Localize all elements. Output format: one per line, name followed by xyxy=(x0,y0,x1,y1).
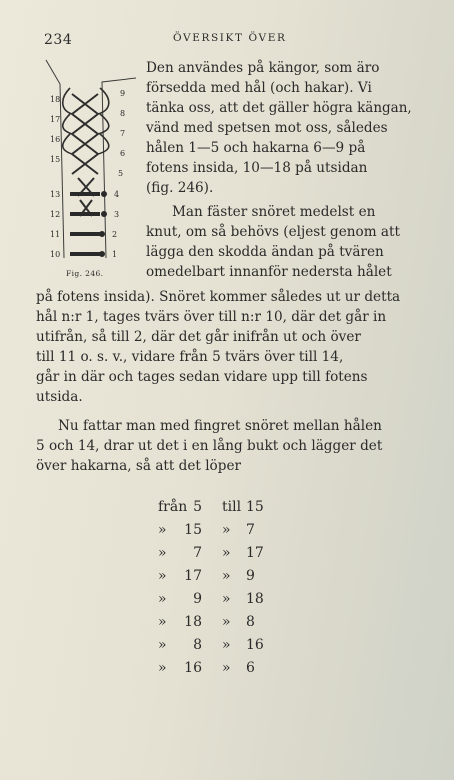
cell-from-hole: 8 xyxy=(193,637,202,653)
cell-till: » xyxy=(222,637,231,653)
text-line: hålen 1—5 och hakarna 6—9 på xyxy=(146,140,366,156)
cell-till: » xyxy=(222,660,231,676)
text-line: Den användes på kängor, som äro xyxy=(146,60,380,76)
fig-label-left-18: 18 xyxy=(50,95,61,104)
fig-label-right-4: 4 xyxy=(114,190,120,199)
text-line: utsida. xyxy=(36,389,83,405)
lacing-figure xyxy=(42,58,138,272)
text-line: till 11 o. s. v., vidare från 5 tvärs över till 14, xyxy=(36,349,344,365)
text-line: tänka oss, att det gäller högra kängan, xyxy=(146,100,412,116)
cell-from: » xyxy=(158,522,167,538)
cell-from: » xyxy=(158,568,167,584)
table-row xyxy=(150,519,310,541)
fig-label-left-16: 16 xyxy=(50,135,61,144)
cell-to-hole: 16 xyxy=(246,637,264,653)
cell-from: från xyxy=(158,499,188,515)
fig-label-left-15: 15 xyxy=(50,155,61,164)
cell-till: till xyxy=(222,499,242,515)
cell-to-hole: 8 xyxy=(246,614,255,630)
cell-from: » xyxy=(158,545,167,561)
cell-from-hole: 17 xyxy=(184,568,202,584)
fig-label-right-8: 8 xyxy=(120,109,126,118)
text-line: försedda med hål (och hakar). Vi xyxy=(146,80,372,96)
fig-label-right-2: 2 xyxy=(112,230,118,239)
cell-from-hole: 9 xyxy=(193,591,202,607)
table-row xyxy=(150,634,310,656)
cell-from-hole: 5 xyxy=(193,499,202,515)
cell-till: » xyxy=(222,614,231,630)
cell-to-hole: 9 xyxy=(246,568,255,584)
boot-outline-right xyxy=(102,78,136,258)
cell-till: » xyxy=(222,591,231,607)
cell-to-hole: 7 xyxy=(246,522,255,538)
table-row xyxy=(150,588,310,610)
lace-crossing xyxy=(72,94,98,216)
table-row xyxy=(150,496,310,518)
page-number: 234 xyxy=(44,32,73,48)
text-line: lägga den skodda ändan på tvären xyxy=(146,244,384,260)
text-line: över hakarna, så att det löper xyxy=(36,458,241,474)
running-head: ÖVERSIKT ÖVER xyxy=(173,32,287,44)
fig-label-right-5: 5 xyxy=(118,169,124,178)
text-line: (fig. 246). xyxy=(146,180,214,196)
fig-label-left-17: 17 xyxy=(50,115,61,124)
cell-from-hole: 15 xyxy=(184,522,202,538)
fig-label-right-3: 3 xyxy=(114,210,120,219)
cell-to-hole: 18 xyxy=(246,591,264,607)
text-line: utifrån, så till 2, där det går inifrån ut och över xyxy=(36,329,361,345)
fig-label-left-12: 12 xyxy=(50,210,61,219)
cell-till: » xyxy=(222,545,231,561)
fig-label-right-9: 9 xyxy=(120,89,126,98)
text-line: på fotens insida). Snöret kommer således ut ur detta xyxy=(36,289,401,305)
figure-caption: Fig. 246. xyxy=(66,269,104,278)
text-line: Man fäster snöret medelst en xyxy=(172,204,376,220)
fig-label-right-6: 6 xyxy=(120,149,126,158)
cell-from: » xyxy=(158,614,167,630)
fig-label-left-13: 13 xyxy=(50,190,61,199)
cell-from-hole: 7 xyxy=(193,545,202,561)
cell-from: » xyxy=(158,591,167,607)
text-line: knut, om så behövs (eljest genom att xyxy=(146,224,400,240)
cell-to-hole: 15 xyxy=(246,499,264,515)
fig-label-left-11: 11 xyxy=(50,230,61,239)
eyelet-bars xyxy=(70,191,107,257)
cell-to-hole: 6 xyxy=(246,660,255,676)
table-row xyxy=(150,657,310,679)
fig-label-left-10: 10 xyxy=(50,250,61,259)
cell-from-hole: 18 xyxy=(184,614,202,630)
text-line: vänd med spetsen mot oss, således xyxy=(146,120,388,136)
cell-from-hole: 16 xyxy=(184,660,202,676)
cell-till: » xyxy=(222,568,231,584)
cell-from: » xyxy=(158,637,167,653)
text-line: 5 och 14, drar ut det i en lång bukt och lägger det xyxy=(36,438,383,454)
cell-from: » xyxy=(158,660,167,676)
text-line: hål n:r 1, tages tvärs över till n:r 10, där det går in xyxy=(36,309,387,325)
text-line: går in där och tages sedan vidare upp till fotens xyxy=(36,369,368,385)
table-row xyxy=(150,611,310,633)
cell-till: » xyxy=(222,522,231,538)
table-row xyxy=(150,565,310,587)
text-line: fotens insida, 10—18 på utsidan xyxy=(146,160,368,176)
table-row xyxy=(150,542,310,564)
text-line: Nu fattar man med fingret snöret mellan hålen xyxy=(58,418,382,434)
fig-label-right-1: 1 xyxy=(112,250,118,259)
fig-label-right-7: 7 xyxy=(120,129,126,138)
text-line: omedelbart innanför nedersta hålet xyxy=(146,264,392,280)
cell-to-hole: 17 xyxy=(246,545,264,561)
